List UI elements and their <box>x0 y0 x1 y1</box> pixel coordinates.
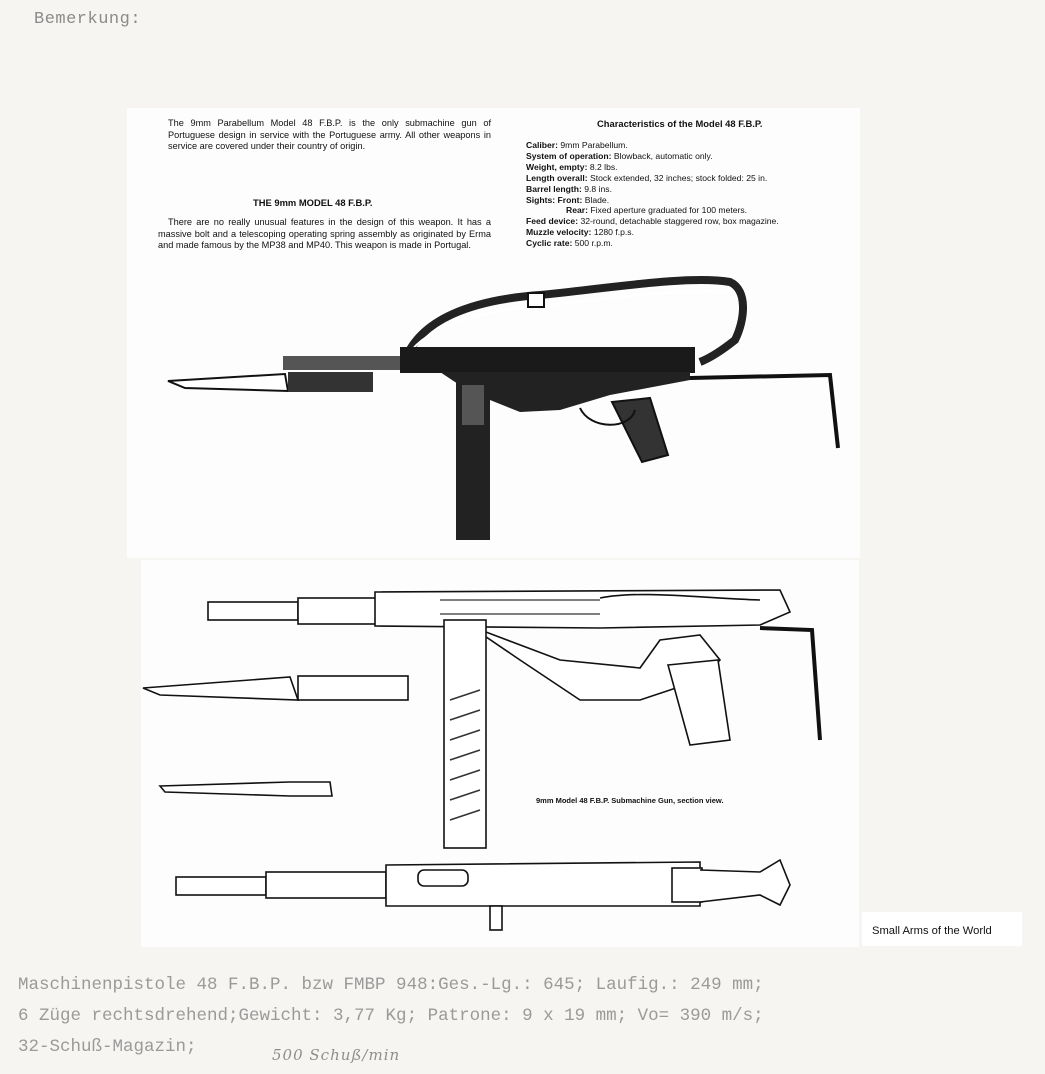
spec-row: Sights: Front: Blade. <box>526 194 610 205</box>
section-view-caption: 9mm Model 48 F.B.P. Submachine Gun, section view. <box>536 796 724 805</box>
spec-row: Length overall: Stock extended, 32 inches; stock folded: 25 in. <box>526 172 768 183</box>
spec-row: Muzzle velocity: 1280 f.p.s. <box>526 227 634 238</box>
intro-paragraph: The 9mm Parabellum Model 48 F.B.P. is the only submachine gun of Portuguese design in service with the Portuguese army. All other weapons in service are covered under their country of origin. <box>168 118 491 152</box>
specs-title: Characteristics of the Model 48 F.B.P. <box>597 118 763 129</box>
spec-row: Caliber: 9mm Parabellum. <box>526 140 628 150</box>
spec-row: Barrel length: 9.8 ins. <box>526 183 612 194</box>
page-scan-bottom <box>141 560 859 947</box>
specs-list <box>526 140 856 249</box>
remark-label: Bemerkung: <box>34 10 142 29</box>
footer-line-2: 6 Züge rechtsdrehend;Gewicht: 3,77 Kg; Patrone: 9 x 19 mm; Vo= 390 m/s; <box>18 1006 764 1026</box>
spec-row: Feed device: 32-round, detachable staggered row, box magazine. <box>526 216 779 227</box>
spec-row: System of operation: Blowback, automatic only. <box>526 150 713 161</box>
spec-row: Cyclic rate: 500 r.p.m. <box>526 238 613 249</box>
model-heading: THE 9mm MODEL 48 F.B.P. <box>253 197 373 208</box>
handwritten-note: 500 Schuß/min <box>272 1046 401 1064</box>
source-label: Small Arms of the World <box>872 925 992 937</box>
footer-line-1: Maschinenpistole 48 F.B.P. bzw FMBP 948:Ges.-Lg.: 645; Laufig.: 249 mm; <box>18 975 764 995</box>
model-description: There are no really unusual features in the design of this weapon. It has a massive bolt and a telescoping operating spring assembly as originated by Erma and made famous by the MP38 and MP40. This weapon is made in Portugal. <box>158 217 491 251</box>
spec-row: Weight, empty: 8.2 lbs. <box>526 161 618 172</box>
source-label-box <box>862 912 1022 946</box>
footer-line-3: 32-Schuß-Magazin; <box>18 1037 197 1057</box>
spec-row: Rear: Fixed aperture graduated for 100 meters. <box>566 205 748 216</box>
